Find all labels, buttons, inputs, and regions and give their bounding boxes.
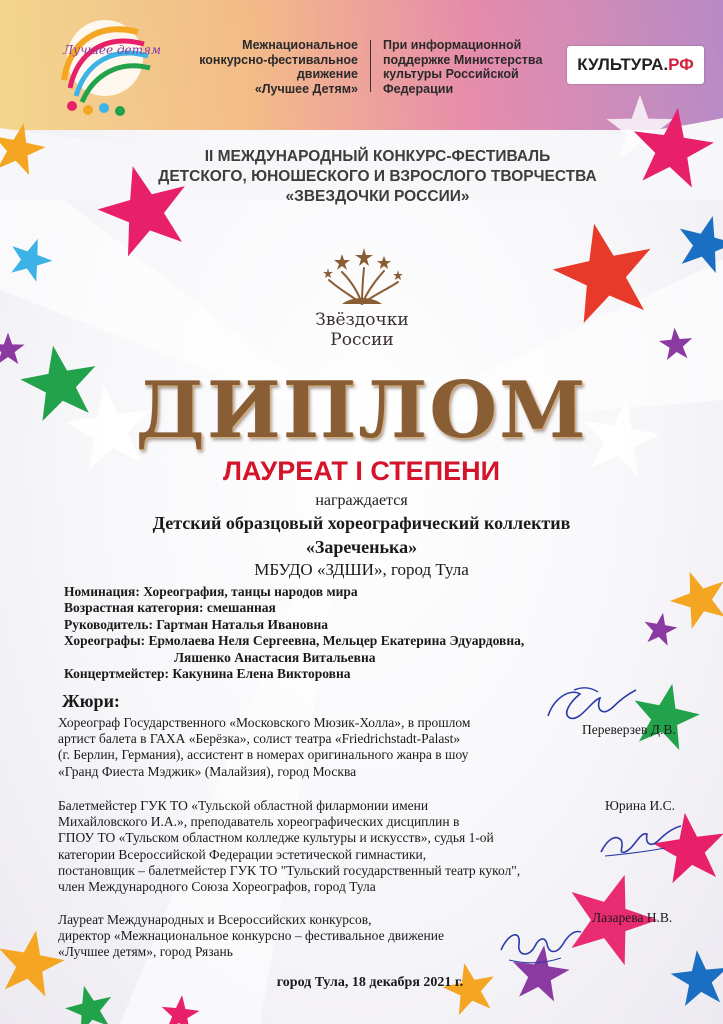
jury-description-line: категории Всероссийской Федерации эстетической гимнастики,: [58, 846, 427, 862]
accompanist: Концертмейстер: Какунина Елена Викторовна: [64, 666, 351, 682]
collective-name: «Зареченька»: [305, 537, 418, 557]
jury-description-line: «Лучшее детям», город Рязань: [58, 944, 233, 960]
kultura-main: КУЛЬТУРА.: [577, 55, 669, 74]
collective-type: Детский образцовый хореографический коллектив: [152, 513, 571, 533]
support-line: поддержке Министерства: [383, 52, 543, 67]
luchshee-detyam-logo: [50, 10, 170, 120]
organizer-line: конкурсно-фестивальное: [199, 52, 358, 67]
support-line: Федерации: [383, 81, 454, 96]
organizer-line: Межнациональное: [242, 38, 358, 52]
organizer-line: «Лучшее Детям»: [254, 81, 358, 96]
diploma-details: [64, 584, 624, 682]
school-name: МБУДО «ЗДШИ», город Тула: [254, 560, 469, 579]
support-line: При информационной: [383, 38, 522, 52]
festival-title-line: «ЗВЕЗДОЧКИ РОССИИ»: [285, 188, 470, 205]
jury-member-description: [58, 715, 578, 780]
jury-description-line: Балетмейстер ГУК ТО «Тульской областной филармонии имени: [58, 798, 429, 813]
signature-yurina: [595, 818, 685, 862]
jury-description-line: «Гранд Фиеста Мэджик» (Малайзия), город Москва: [58, 763, 357, 779]
jury-title: Жюри:: [62, 691, 120, 711]
jury-member-name: Лазарева Н.В.: [592, 910, 673, 925]
header-divider: [370, 40, 371, 92]
jury-description-line: (г. Берлин, Германия), ассистент в номерах оригинального жанра в шоу: [58, 747, 469, 763]
awarded-label: награждается: [315, 492, 408, 509]
jury-description-line: постановщик – балетмейстер ГУК ТО "Тульский государственный театр кукол",: [58, 862, 521, 878]
nomination: Номинация: Хореография, танцы народов мира: [64, 584, 358, 599]
choreographers: Хореографы: Ермолаева Неля Сергеевна, Мельцер Екатерина Эдуардовна,: [64, 633, 525, 649]
jury-member-name: Переверзев Д.В.: [582, 722, 676, 737]
laureate-degree: ЛАУРЕАТ I СТЕПЕНИ: [222, 456, 501, 486]
jury-description-line: Лауреат Международных и Всероссийских конкурсов,: [58, 912, 372, 927]
jury-description-line: артист балета в ГАХА «Берёзка», солист театра «Friedrichstadt-Palast»: [58, 731, 461, 747]
age-category: Возрастная категория: смешанная: [64, 600, 276, 616]
jury-member-description: [58, 798, 578, 895]
leader: Руководитель: Гартман Наталья Ивановна: [64, 616, 329, 632]
jury-description-line: ГПОУ ТО «Тульском областном колледже культуры и искусств», судья 1-ой: [58, 830, 494, 846]
organizer-text: [168, 38, 358, 96]
logo-text: Лучшее детям: [63, 43, 161, 57]
kultura-rf: РФ: [668, 55, 694, 74]
signature-lazareva: [495, 920, 585, 970]
choreographers-continued: Ляшенко Анастасия Витальевна: [174, 649, 376, 665]
jury-description-line: директор «Межнациональное конкурсно – фестивальное движение: [58, 928, 444, 944]
jury-description-line: Михайловского И.А.», преподаватель хореографических дисциплин в: [58, 814, 460, 830]
signature-pereverzev: [540, 680, 640, 728]
jury-description-line: член Международного Союза Хореографов, город Тула: [58, 879, 376, 895]
emblem-caption-line: России: [330, 330, 394, 350]
support-line: культуры Российской: [383, 67, 519, 81]
organizer-line: движение: [296, 67, 358, 81]
emblem-caption: [312, 310, 412, 350]
kultura-rf-logo: [567, 46, 704, 84]
festival-title: [130, 147, 625, 207]
place-and-date: город Тула, 18 декабря 2021 г.: [276, 975, 464, 990]
festival-title-line: II МЕЖДУНАРОДНЫЙ КОНКУРС-ФЕСТИВАЛЬ: [204, 148, 551, 165]
diploma-title: ДИПЛОМ: [135, 365, 588, 456]
jury-description-line: Хореограф Государственного «Московского Мюзик-Холла», в прошлом: [58, 715, 471, 730]
festival-title-line: ДЕТСКОГО, ЮНОШЕСКОГО И ВЗРОСЛОГО ТВОРЧЕСТВА: [158, 168, 597, 185]
ministry-support-text: [383, 38, 563, 96]
emblem-caption-line: Звёздочки: [315, 310, 409, 330]
jury-member-name: Юрина И.С.: [605, 798, 675, 813]
fireworks-emblem-icon: [312, 246, 412, 308]
header: [0, 0, 723, 120]
zvezdochki-rossii-logo: [312, 246, 412, 358]
